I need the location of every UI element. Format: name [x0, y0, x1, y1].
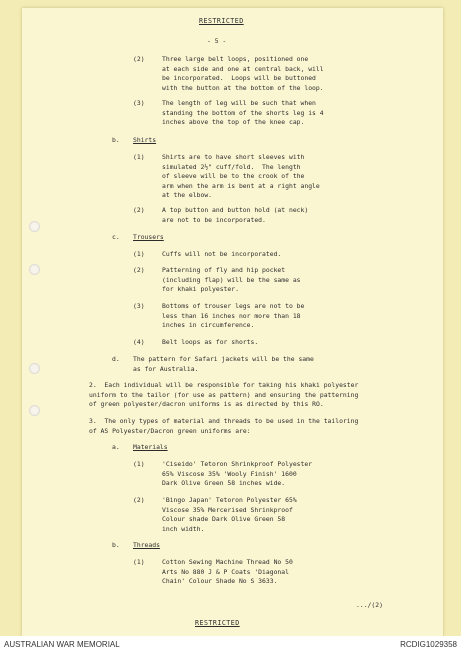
item-number: (1) — [133, 460, 145, 468]
item-text: The length of leg will be such that when — [162, 99, 316, 107]
archive-footer — [0, 636, 461, 654]
punch-hole — [29, 221, 40, 232]
item-number: (3) — [133, 99, 145, 107]
item-number: (2) — [133, 206, 145, 214]
item-text: inch width. — [162, 524, 205, 533]
item-text: at each side and one at central back, will — [162, 64, 324, 73]
item-text: be incorporated. Loops will be buttoned — [162, 74, 316, 83]
item-text: of sleeve will be to the crook of the — [162, 172, 305, 181]
item-text: for khaki polyester. — [162, 285, 239, 294]
item-text: Shirts are to have short sleeves with — [162, 153, 305, 161]
section-heading: Trousers — [133, 233, 164, 241]
item-text: Viscose 35% Mercerised Shrinkproof — [162, 505, 293, 514]
item-text: 'Bingo Japan' Tetoron Polyester 65% — [162, 496, 297, 504]
item-number: (1) — [133, 250, 145, 258]
paragraph-text: uniform to the tailor (for use as pattern) and ensuring the patterning — [89, 390, 359, 399]
archive-name: AUSTRALIAN WAR MEMORIAL — [4, 640, 120, 649]
archive-reference: RCDIG1029358 — [400, 640, 457, 649]
item-text: less than 16 inches nor more than 18 — [162, 311, 301, 320]
section-letter: b. — [112, 136, 120, 144]
classification-footer: RESTRICTED — [195, 619, 240, 627]
item-text: A top button and button hold (at neck) — [162, 206, 309, 214]
paragraph-text: of green polyester/dacron uniforms is as directed by this RO. — [89, 400, 324, 409]
item-number: (2) — [133, 496, 145, 504]
item-number: (4) — [133, 338, 145, 346]
item-number: (1) — [133, 558, 145, 566]
item-text: as for Australia. — [133, 364, 199, 373]
page-number: - 5 - — [207, 37, 227, 45]
item-text: with the button at the bottom of the loop. — [162, 83, 324, 92]
punch-hole — [29, 363, 40, 374]
item-text: Patterning of fly and hip pocket — [162, 266, 286, 274]
item-number: (2) — [133, 55, 145, 63]
section-heading: Threads — [133, 541, 160, 549]
item-text: are not to be incorporated. — [162, 215, 266, 224]
paragraph-text: of AS Polyester/Dacron green uniforms are: — [89, 426, 251, 435]
punch-hole — [29, 264, 40, 275]
section-letter: b. — [112, 541, 120, 549]
item-text: at the elbow. — [162, 191, 213, 200]
item-text: standing the bottom of the shorts leg is 4 — [162, 108, 324, 117]
item-number: (1) — [133, 153, 145, 161]
item-text: Three large belt loops, positioned one — [162, 55, 309, 63]
punch-hole — [29, 405, 40, 416]
item-text: Colour shade Dark Olive Green 58 — [162, 515, 286, 524]
section-heading: Materials — [133, 443, 168, 451]
item-text: Bottoms of trouser legs are not to be — [162, 302, 305, 310]
item-text: Chain' Colour Shade No S 3633. — [162, 577, 278, 586]
item-text: Cuffs will not be incorporated. — [162, 250, 282, 258]
continuation-marker: .../(2) — [356, 601, 383, 609]
section-letter: a. — [112, 443, 120, 451]
paragraph-text: 3. The only types of material and threads to be used in the tailoring — [89, 417, 359, 425]
item-text: inches above the top of the knee cap. — [162, 118, 305, 127]
section-heading: Shirts — [133, 136, 157, 144]
item-number: (3) — [133, 302, 145, 310]
item-text: inches in circumference. — [162, 321, 255, 330]
item-text: simulated 2½" cuff/fold. The length — [162, 162, 301, 171]
item-number: (2) — [133, 266, 145, 274]
paragraph-text: 2. Each individual will be responsible for taking his khaki polyester — [89, 381, 359, 389]
item-text: Arts No 880 J & P Coats 'Diagonal — [162, 567, 289, 576]
item-text: 'Ciseido' Tetoron Shrinkproof Polyester — [162, 460, 313, 468]
item-text: Belt loops as for shorts. — [162, 338, 259, 346]
item-text: The pattern for Safari jackets will be the same — [133, 355, 314, 363]
item-text: Cotton Sewing Machine Thread No 50 — [162, 558, 293, 566]
classification-header: RESTRICTED — [199, 17, 244, 25]
item-text: (including flap) will be the same as — [162, 275, 301, 284]
section-letter: c. — [112, 233, 120, 241]
item-text: Dark Olive Green 58 inches wide. — [162, 479, 286, 488]
section-letter: d. — [112, 355, 120, 363]
item-text: 65% Viscose 35% 'Wooly Finish' 1600 — [162, 469, 297, 478]
item-text: arm when the arm is bent at a right angle — [162, 181, 320, 190]
